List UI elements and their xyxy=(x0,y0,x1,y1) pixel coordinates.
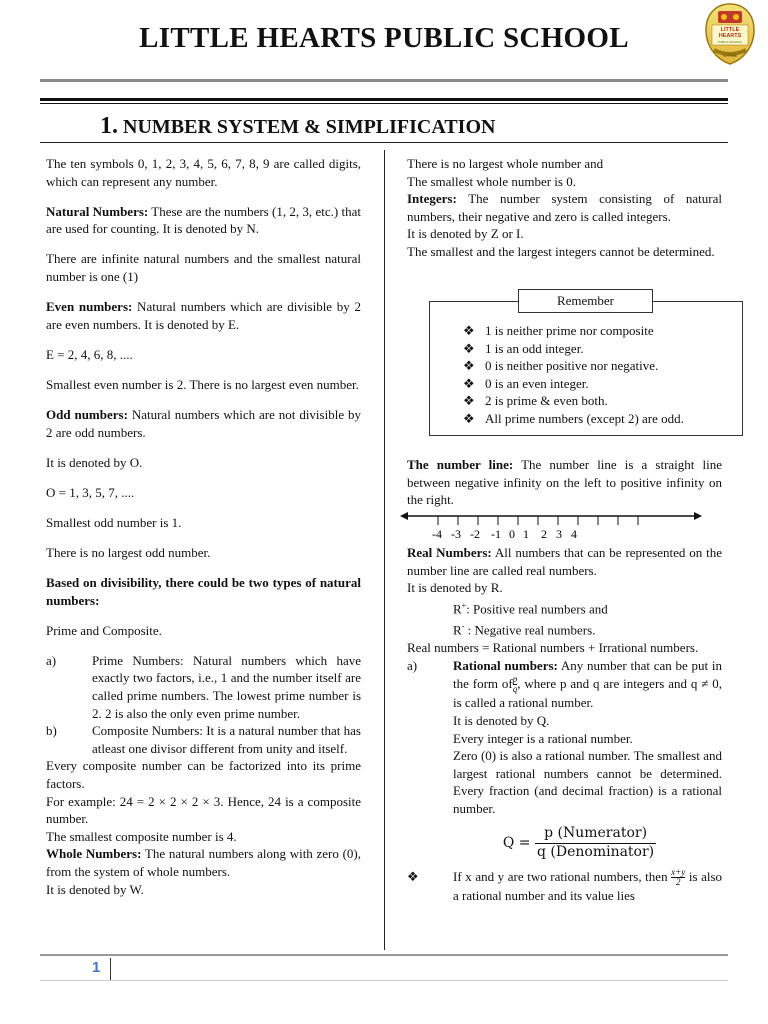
list-text: Prime Numbers: Natural numbers which have exactly two factors, i.e., 1 and the number itself are called prime numbers. The lowest prime number is 2. 2 is also the only even prime number. xyxy=(92,652,361,721)
text: Any number that can be put in the form of xyxy=(453,658,722,691)
chapter-title xyxy=(100,113,495,140)
remember-text: 0 is an even integer. xyxy=(485,375,589,391)
r-base: R xyxy=(453,601,462,617)
text: The number line is a straight line between negative infinity on the left to positive infinity on the right. xyxy=(407,457,722,508)
logo-text-line3: PUBLIC SCHOOL xyxy=(717,40,743,44)
real-denoted: It is denoted by R. xyxy=(407,580,503,596)
number-line-label: -1 xyxy=(491,527,501,541)
integers-denoted: It is denoted by Z or I. xyxy=(407,226,524,242)
frac-num: p xyxy=(512,674,518,685)
left-arrow-icon xyxy=(400,512,408,520)
bullet-icon: ❖ xyxy=(463,358,475,374)
smallest-composite: The smallest composite number is 4. xyxy=(46,828,237,844)
odd-set: O = 1, 3, 5, 7, .... xyxy=(46,484,135,500)
remember-text: All prime numbers (except 2) are odd. xyxy=(485,410,684,426)
text: The natural numbers along with zero (0), from the system of whole numbers. xyxy=(46,846,361,879)
right-arrow-icon xyxy=(694,512,702,520)
title-rule-bottom xyxy=(40,103,728,104)
remember-text: 0 is neither positive nor negative. xyxy=(485,358,659,374)
left-column xyxy=(46,155,361,898)
remember-item xyxy=(463,375,684,393)
whole-numbers-paragraph xyxy=(46,845,361,880)
bullet-icon: ❖ xyxy=(463,375,475,391)
logo-text-line4: KOTHANI xyxy=(722,54,738,58)
factorize-paragraph: Every composite number can be factorized into its prime factors. xyxy=(46,758,361,791)
prime-composite: Prime and Composite. xyxy=(46,622,162,638)
positive-reals xyxy=(407,597,722,618)
real-numbers-section xyxy=(407,544,722,905)
formula-numerator: p (Numerator) xyxy=(544,825,648,842)
number-line-ticks xyxy=(438,516,638,525)
text: Natural numbers which are divisible by 2 are even numbers. It is denoted by E. xyxy=(46,299,362,332)
term: The number line: xyxy=(407,457,514,472)
bullet-icon: ❖ xyxy=(463,410,475,426)
divisibility-heading: Based on divisibility, there could be two types of natural numbers: xyxy=(46,575,361,608)
r-base: R xyxy=(453,622,462,638)
remember-text: 2 is prime & even both. xyxy=(485,393,608,409)
rational-denoted: It is denoted by Q. xyxy=(453,712,550,728)
term: Odd numbers: xyxy=(46,406,128,422)
integers-paragraph xyxy=(407,190,722,225)
smallest-whole: The smallest whole number is 0. xyxy=(407,173,576,189)
right-column xyxy=(407,155,722,261)
midpoint-item xyxy=(407,868,722,905)
term: Whole Numbers: xyxy=(46,846,142,862)
remember-item xyxy=(463,392,684,410)
rational-every-integer: Every integer is a rational number. xyxy=(453,730,633,746)
number-line-label: -2 xyxy=(470,527,480,541)
term: Real Numbers: xyxy=(407,545,492,560)
remember-item xyxy=(463,322,684,340)
frac-den: 2 xyxy=(671,877,685,887)
list-text xyxy=(453,868,722,905)
odd-denoted: It is denoted by O. xyxy=(46,454,143,470)
largest-odd: There is no largest odd number. xyxy=(46,544,211,560)
list-marker: a) xyxy=(46,652,57,668)
remember-item xyxy=(463,340,684,358)
chapter-number: 1. xyxy=(100,113,118,139)
bullet-icon: ❖ xyxy=(407,868,419,884)
remember-text: 1 is neither prime nor composite xyxy=(485,323,654,338)
rational-zero: Zero (0) is also a rational number. The smallest and largest rational numbers cannot be determined. Every fraction (and decimal fraction) is a rational number. xyxy=(453,748,722,816)
even-set: E = 2, 4, 6, 8, .... xyxy=(46,346,133,362)
footer-rule-light xyxy=(40,980,728,981)
remember-list xyxy=(463,322,684,428)
smallest-odd: Smallest odd number is 1. xyxy=(46,514,182,530)
formula-denominator: q (Denominator) xyxy=(536,844,655,861)
term: Natural Numbers: xyxy=(46,203,149,219)
formula-fraction xyxy=(535,825,656,861)
number-line-label: 4 xyxy=(571,527,577,541)
page-number-separator xyxy=(110,958,111,980)
largest-whole: There is no largest whole number and xyxy=(407,156,604,171)
school-logo xyxy=(704,2,756,66)
example-paragraph: For example: 24 = 2 × 2 × 2 × 3. Hence, 24 is a composite number. xyxy=(46,793,361,827)
number-line-labels xyxy=(432,527,577,541)
negative-reals xyxy=(407,618,722,639)
smallest-even-paragraph: Smallest even number is 2. There is no largest even number. xyxy=(46,376,359,392)
text: If x and y are two rational numbers, then xyxy=(453,868,668,884)
formula-lhs: Q = xyxy=(502,835,531,852)
even-numbers-paragraph xyxy=(46,298,361,333)
odd-numbers-paragraph xyxy=(46,406,361,441)
text: Natural numbers which are not divisible by 2 are odd numbers. xyxy=(46,406,361,440)
rational-item xyxy=(407,657,722,712)
r-sup: - xyxy=(461,621,465,631)
logo-text-line2: HEARTS xyxy=(718,33,742,39)
integers-bounds: The smallest and the largest integers cannot be determined. xyxy=(407,243,715,259)
number-line-label: -4 xyxy=(432,527,442,541)
natural-numbers-paragraph xyxy=(46,203,361,238)
whole-denoted: It is denoted by W. xyxy=(46,881,144,897)
number-line-text xyxy=(407,456,722,509)
prime-item xyxy=(46,652,361,722)
number-line-label: 1 xyxy=(523,527,529,541)
text: , where p and q are integers and q ≠ 0, is called a rational number. xyxy=(453,675,723,711)
rational-formula xyxy=(437,825,722,861)
term: Even numbers: xyxy=(46,299,133,315)
footer-rule xyxy=(40,954,728,956)
number-line-paragraph xyxy=(407,456,722,509)
list-text: Composite Numbers: It is a natural number that has atleast one divisor different from unity and itself. xyxy=(92,723,361,756)
text: All numbers that can be represented on the number line are called real numbers. xyxy=(407,545,722,578)
term: Integers: xyxy=(407,191,457,207)
r-sup: + xyxy=(461,600,467,610)
remember-text: 1 is an odd integer. xyxy=(485,340,584,356)
header-rule xyxy=(40,79,728,82)
bullet-icon: ❖ xyxy=(463,393,475,409)
chapter-name: NUMBER SYSTEM & SIMPLIFICATION xyxy=(123,116,496,138)
remember-item xyxy=(463,357,684,375)
text: is also a rational number and its value lies xyxy=(453,868,723,904)
number-line-label: 0 xyxy=(509,527,515,541)
bullet-icon: ❖ xyxy=(463,323,475,338)
text: These are the numbers (1, 2, 3, etc.) that are used for counting. It is denoted by N. xyxy=(46,203,361,237)
number-line-label: -3 xyxy=(451,527,461,541)
term: Rational numbers: xyxy=(453,658,558,674)
text: The number system consisting of natural numbers, their negative and zero is called integers. xyxy=(407,191,722,224)
column-divider xyxy=(384,150,385,950)
remember-item xyxy=(463,410,684,428)
number-line-label: 3 xyxy=(556,527,562,541)
text: : Negative real numbers. xyxy=(464,622,596,638)
list-marker: b) xyxy=(46,723,57,739)
bullet-icon: ❖ xyxy=(463,340,475,356)
infinite-natural-paragraph: There are infinite natural numbers and the smallest natural number is one (1) xyxy=(46,251,361,284)
remember-title: Remember xyxy=(518,289,653,313)
real-numbers-paragraph xyxy=(407,544,722,579)
composite-item xyxy=(46,722,361,757)
chapter-rule xyxy=(40,142,728,143)
frac-den: q xyxy=(512,684,518,695)
frac-num: x+y xyxy=(671,867,686,878)
digits-paragraph: The ten symbols 0, 1, 2, 3, 4, 5, 6, 7, 8, 9 are called digits, which can represent any number. xyxy=(46,156,361,189)
school-name: LITTLE HEARTS PUBLIC SCHOOL xyxy=(139,22,629,54)
logo-text-line1: LITTLE xyxy=(720,27,740,33)
real-equation: Real numbers = Rational numbers + Irrational numbers. xyxy=(407,639,699,655)
page-number: 1 xyxy=(92,959,101,976)
number-line-label: 2 xyxy=(541,527,547,541)
xy-fraction xyxy=(671,868,685,887)
title-rule-top xyxy=(40,98,728,101)
list-marker: a) xyxy=(407,658,418,674)
number-line xyxy=(400,509,705,541)
text: : Positive real numbers and xyxy=(466,601,608,617)
list-text xyxy=(453,657,722,712)
